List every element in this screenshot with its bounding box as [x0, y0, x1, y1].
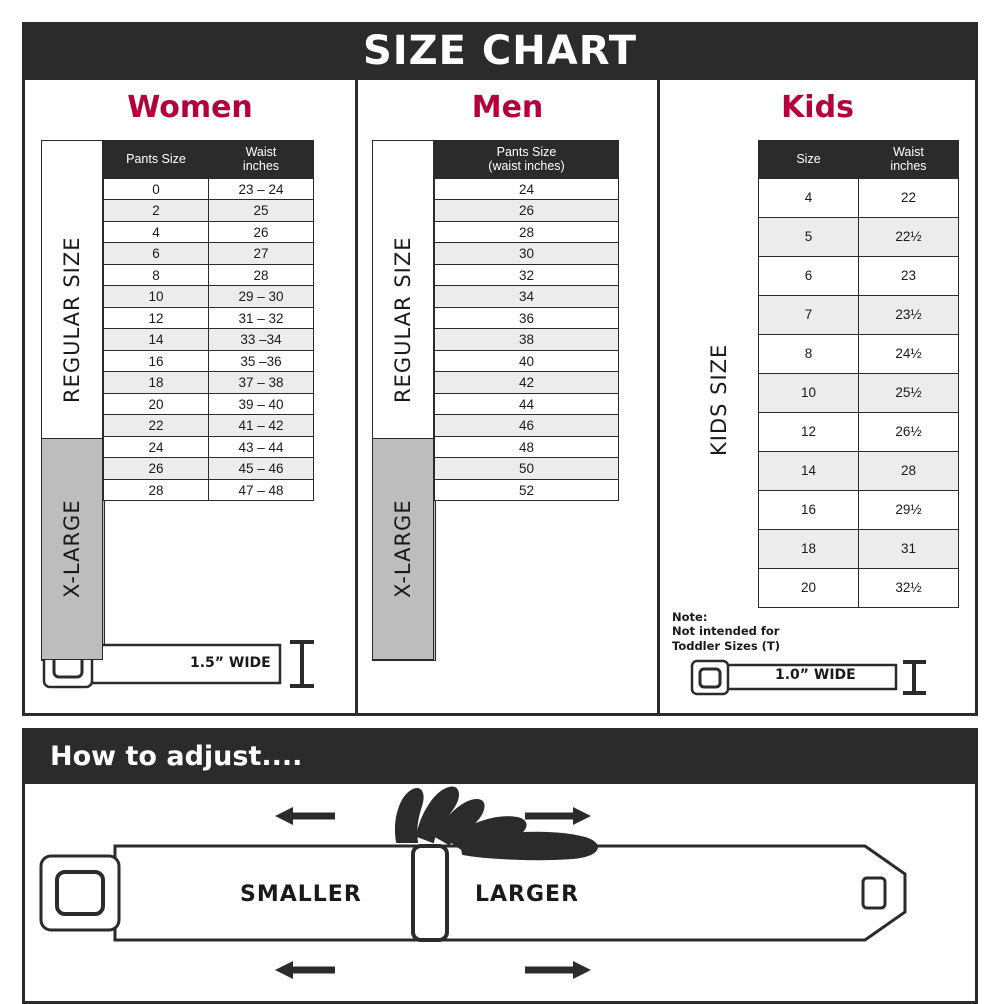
table-row [104, 350, 314, 372]
table-row [435, 286, 619, 308]
table-row [104, 479, 314, 501]
table-row [104, 436, 314, 458]
women-regular-size-text: REGULAR SIZE [60, 236, 84, 404]
men-size-10: 44 [435, 393, 619, 415]
women-waist-5: 29 – 30 [209, 286, 314, 308]
women-waist-8: 35 –36 [209, 350, 314, 372]
table-row [104, 329, 314, 351]
kids-size-1: 5 [759, 217, 859, 256]
table-row [759, 568, 959, 607]
men-header-pants-size [435, 141, 619, 179]
men-size-5: 34 [435, 286, 619, 308]
kids-waist-6: 26½ [859, 412, 959, 451]
kids-size-0: 4 [759, 178, 859, 217]
kids-size-2: 6 [759, 256, 859, 295]
kids-header-waist-line1: Waist [893, 145, 924, 159]
kids-header-waist-line2: inches [890, 159, 927, 174]
men-regular-size-text: REGULAR SIZE [391, 236, 415, 404]
kids-waist-0: 22 [859, 178, 959, 217]
women-size-2: 4 [104, 221, 209, 243]
kids-waist-2: 23 [859, 256, 959, 295]
men-xlarge-label [372, 438, 434, 660]
column-title-men: Men [471, 90, 544, 125]
table-row [435, 458, 619, 480]
women-size-8: 16 [104, 350, 209, 372]
women-size-6: 12 [104, 307, 209, 329]
table-row [435, 221, 619, 243]
women-waist-7: 33 –34 [209, 329, 314, 351]
kids-note-line1: Note: [672, 609, 708, 624]
men-size-3: 30 [435, 243, 619, 265]
page-title: SIZE CHART [362, 28, 638, 74]
women-belt-width-label: 1.5” WIDE [190, 655, 271, 671]
table-row [759, 295, 959, 334]
men-header-line2: (waist inches) [488, 159, 565, 174]
women-waist-3: 27 [209, 243, 314, 265]
kids-size-label [688, 140, 750, 660]
howto-body [22, 784, 978, 1004]
table-row [104, 200, 314, 222]
table-row [435, 264, 619, 286]
table-row [435, 243, 619, 265]
women-size-1: 2 [104, 200, 209, 222]
kids-waist-8: 29½ [859, 490, 959, 529]
women-waist-2: 26 [209, 221, 314, 243]
kids-waist-1: 22½ [859, 217, 959, 256]
table-row [759, 178, 959, 217]
kids-belt-graphic-row [660, 655, 975, 699]
women-waist-10: 39 – 40 [209, 393, 314, 415]
howto-title: How to adjust.... [50, 740, 303, 772]
women-size-12: 24 [104, 436, 209, 458]
kids-size-9: 18 [759, 529, 859, 568]
women-xlarge-label [41, 438, 103, 660]
table-row [435, 178, 619, 200]
table-row [435, 393, 619, 415]
men-table-wrap [434, 140, 619, 501]
women-size-13: 26 [104, 458, 209, 480]
kids-waist-7: 28 [859, 451, 959, 490]
table-row [104, 307, 314, 329]
women-waist-13: 45 – 46 [209, 458, 314, 480]
men-header-line1: Pants Size [496, 145, 557, 159]
column-title-kids: Kids [781, 90, 854, 125]
women-table-header-row [104, 141, 314, 179]
table-row [104, 372, 314, 394]
kids-header-size: Size [759, 141, 859, 179]
table-row [435, 200, 619, 222]
column-kids [660, 80, 975, 713]
kids-size-table [758, 140, 959, 608]
table-row [435, 436, 619, 458]
men-table-header-row [435, 141, 619, 179]
women-size-11: 22 [104, 415, 209, 437]
kids-size-7: 14 [759, 451, 859, 490]
kids-waist-3: 23½ [859, 295, 959, 334]
women-waist-11: 41 – 42 [209, 415, 314, 437]
kids-size-8: 16 [759, 490, 859, 529]
women-size-table [103, 140, 314, 501]
table-row [104, 264, 314, 286]
table-row [104, 178, 314, 200]
men-size-4: 32 [435, 264, 619, 286]
kids-size-4: 8 [759, 334, 859, 373]
adjust-smaller-label: SMALLER [240, 882, 362, 907]
men-table-body [435, 178, 619, 501]
kids-size-6: 12 [759, 412, 859, 451]
adjust-larger-label: LARGER [475, 882, 580, 907]
kids-size-3: 7 [759, 295, 859, 334]
table-row [435, 329, 619, 351]
women-header-waist-line2: inches [242, 159, 280, 174]
table-row [759, 217, 959, 256]
kids-waist-9: 31 [859, 529, 959, 568]
women-size-0: 0 [104, 178, 209, 200]
table-row [759, 451, 959, 490]
men-xlarge-text: X-LARGE [391, 499, 415, 599]
table-row [104, 243, 314, 265]
women-waist-6: 31 – 32 [209, 307, 314, 329]
table-row [759, 334, 959, 373]
women-waist-4: 28 [209, 264, 314, 286]
kids-size-10: 20 [759, 568, 859, 607]
women-waist-1: 25 [209, 200, 314, 222]
column-title-women: Women [127, 90, 253, 125]
women-size-3: 6 [104, 243, 209, 265]
table-row [435, 372, 619, 394]
women-header-waist [209, 141, 314, 179]
women-xlarge-text: X-LARGE [60, 499, 84, 599]
howto-title-bar [22, 728, 978, 784]
women-size-14: 28 [104, 479, 209, 501]
kids-table-body [759, 178, 959, 607]
table-row [759, 412, 959, 451]
table-row [759, 490, 959, 529]
women-waist-9: 37 – 38 [209, 372, 314, 394]
column-women [25, 80, 355, 713]
kids-waist-4: 24½ [859, 334, 959, 373]
table-row [104, 221, 314, 243]
women-size-9: 18 [104, 372, 209, 394]
kids-waist-10: 32½ [859, 568, 959, 607]
women-waist-12: 43 – 44 [209, 436, 314, 458]
kids-table-header-row [759, 141, 959, 179]
table-row [104, 415, 314, 437]
women-size-5: 10 [104, 286, 209, 308]
table-row [759, 256, 959, 295]
kids-size-text: KIDS SIZE [707, 343, 731, 457]
women-waist-14: 47 – 48 [209, 479, 314, 501]
women-header-pants-size: Pants Size [104, 141, 209, 179]
page-title-bar [22, 22, 978, 80]
men-size-12: 48 [435, 436, 619, 458]
men-size-14: 52 [435, 479, 619, 501]
kids-waist-5: 25½ [859, 373, 959, 412]
men-size-11: 46 [435, 415, 619, 437]
men-size-7: 38 [435, 329, 619, 351]
table-row [435, 350, 619, 372]
men-size-table [434, 140, 619, 501]
table-row [759, 529, 959, 568]
men-size-1: 26 [435, 200, 619, 222]
kids-header-waist [859, 141, 959, 179]
women-table-wrap [103, 140, 303, 501]
women-table-body [104, 178, 314, 501]
size-columns [22, 80, 978, 716]
women-size-7: 14 [104, 329, 209, 351]
kids-note [672, 610, 780, 653]
men-size-9: 42 [435, 372, 619, 394]
kids-note-line2: Not intended for [672, 624, 780, 639]
kids-note-line3: Toddler Sizes (T) [672, 638, 781, 653]
table-row [104, 286, 314, 308]
table-row [104, 393, 314, 415]
column-men [355, 80, 660, 713]
kids-table-wrap [758, 140, 948, 608]
men-size-0: 24 [435, 178, 619, 200]
table-row [435, 307, 619, 329]
men-size-2: 28 [435, 221, 619, 243]
women-header-waist-line1: Waist [245, 145, 277, 159]
table-row [759, 373, 959, 412]
women-waist-0: 23 – 24 [209, 178, 314, 200]
table-row [435, 415, 619, 437]
women-size-4: 8 [104, 264, 209, 286]
men-size-6: 36 [435, 307, 619, 329]
women-size-10: 20 [104, 393, 209, 415]
kids-belt-width-label: 1.0” WIDE [775, 667, 856, 683]
table-row [104, 458, 314, 480]
men-size-8: 40 [435, 350, 619, 372]
men-size-13: 50 [435, 458, 619, 480]
kids-size-5: 10 [759, 373, 859, 412]
table-row [435, 479, 619, 501]
